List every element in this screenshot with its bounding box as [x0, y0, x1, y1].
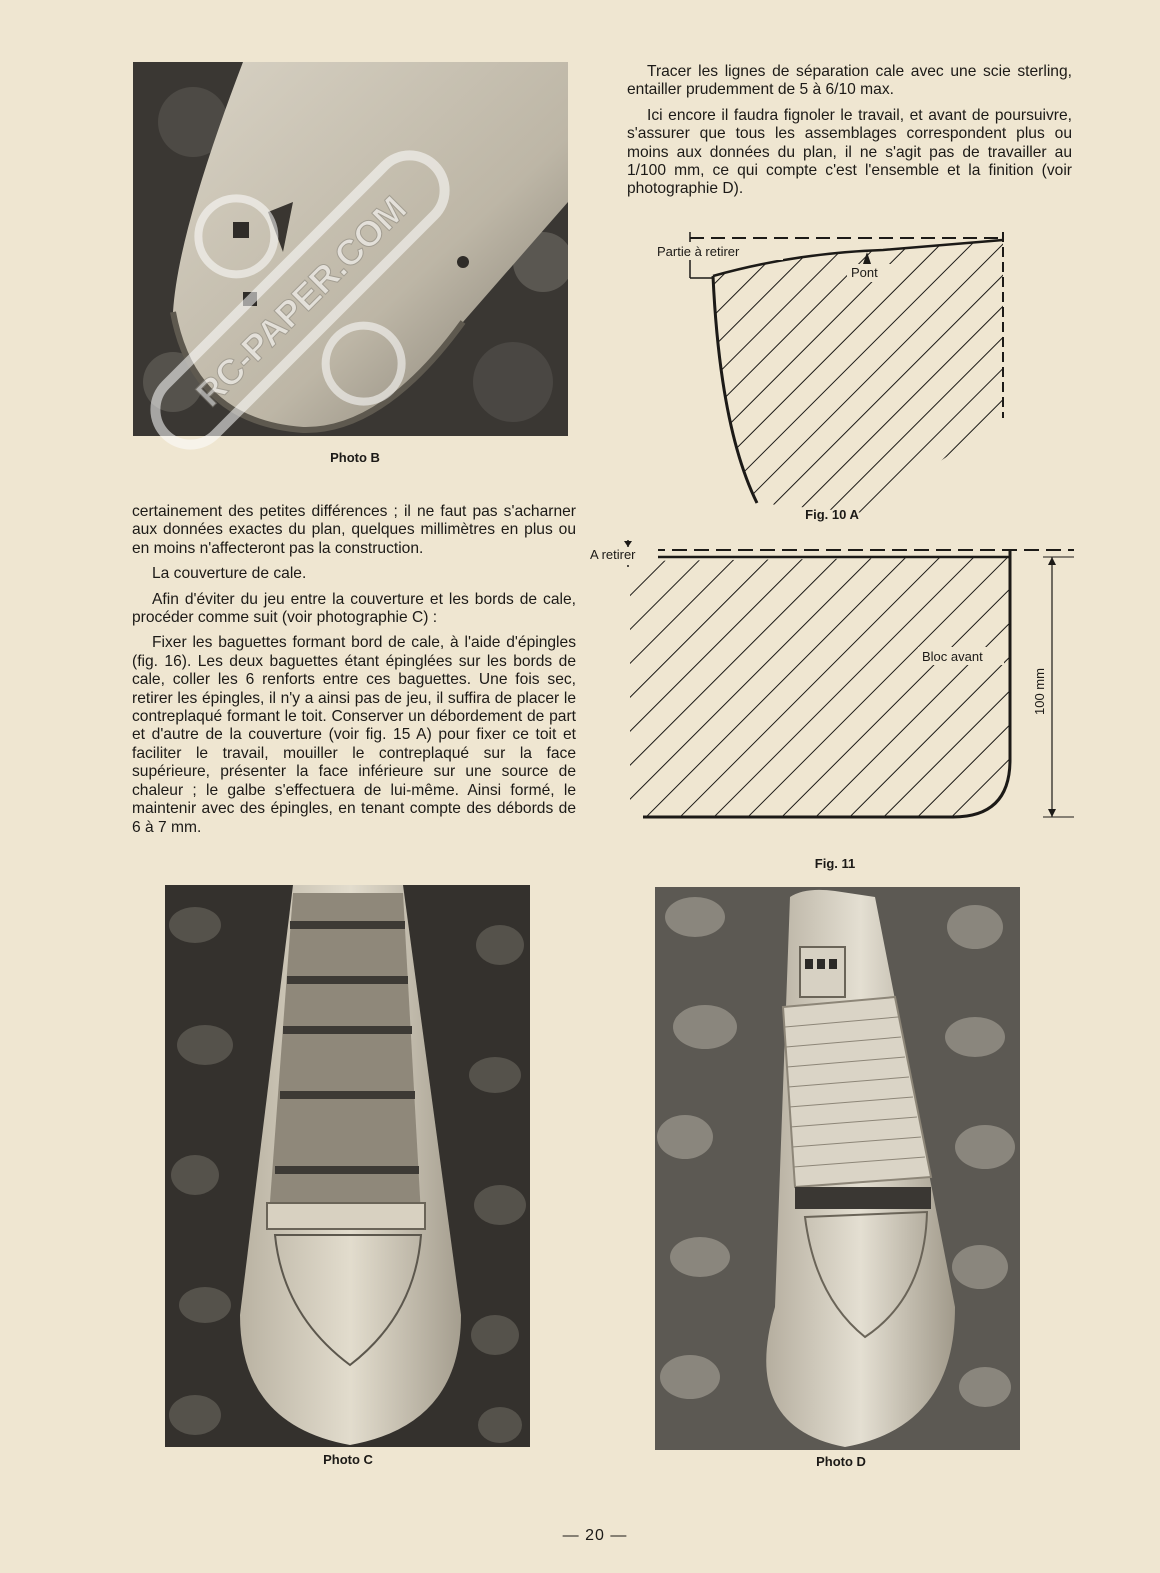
watermark-logo [90, 90, 510, 510]
figure-11 [588, 535, 1078, 825]
photo-d [655, 887, 1020, 1450]
section-heading: La couverture de cale. [152, 565, 307, 583]
fig10a-label-deck: Pont [851, 265, 878, 280]
fig11-label-dimension: 100 mm [1032, 668, 1047, 715]
paragraph: Ici encore il faudra fignoler le travail, et avant de poursuivre, s'assurer que tous les assemblages correspondent plus ou moins aux données du plan, il ne s'agit pas de travailler au 1/100 mm, ce qui compte c'est l'ensemble et la finition (voir photographie D). [627, 106, 1072, 198]
photo-c-image [165, 885, 530, 1447]
page-number: — 20 — [562, 1527, 628, 1544]
figure-10a [645, 228, 1015, 513]
figure-11-drawing [588, 535, 1078, 825]
photo-c [165, 885, 530, 1447]
watermark [90, 90, 510, 510]
right-column-text [627, 63, 1072, 206]
fig11-label-remove: A retirer [590, 547, 636, 562]
photo-d-caption: Photo D [816, 1454, 866, 1469]
paragraph: Fixer les baguettes formant bord de cale, à l'aide d'épingles (fig. 16). Les deux baguettes étant épinglées sur les bords de cale, coller les 6 renforts entre ces baguettes. Une fois sec, retirer les épingles, il n'y a ainsi pas de jeu, il suffira de placer le contreplaqué formant le toit. Conserver un débordement de part et d'autre de la couverture (voir fig. 15 A) pour fixer ce toit et faciliter le travail, mouiller le contreplaqué sur la face supérieure, présenter la face inférieure sur une source de chaleur ; le galbe s'effectuera de lui-même. Ainsi formé, le maintenir avec des épingles, en tenant compte des débords de 6 à 7 mm. [132, 634, 576, 836]
paragraph: certainement des petites différences ; il ne faut pas s'acharner aux données exactes du plan, quelques millimètres en plus ou en moins n'affecteront pas la construction. [132, 503, 576, 557]
fig10a-label-remove: Partie à retirer [657, 244, 740, 259]
figure-10a-drawing [645, 228, 1015, 513]
fig10a-caption: Fig. 10 A [805, 507, 859, 522]
watermark-text: RC-PAPER.COM [187, 187, 415, 415]
paragraph: Afin d'éviter du jeu entre la couverture et les bords de cale, procéder comme suit (voir photographie C) : [132, 590, 576, 627]
photo-d-image [655, 887, 1020, 1450]
photo-c-caption: Photo C [323, 1452, 373, 1467]
paragraph: Tracer les lignes de séparation cale avec une scie sterling, entailler prudemment de 5 à 6/10 max. [627, 63, 1072, 99]
fig11-caption: Fig. 11 [814, 856, 856, 871]
photo-b-caption: Photo B [330, 450, 380, 465]
left-column-text [132, 503, 576, 844]
fig11-label-block: Bloc avant [922, 649, 983, 664]
